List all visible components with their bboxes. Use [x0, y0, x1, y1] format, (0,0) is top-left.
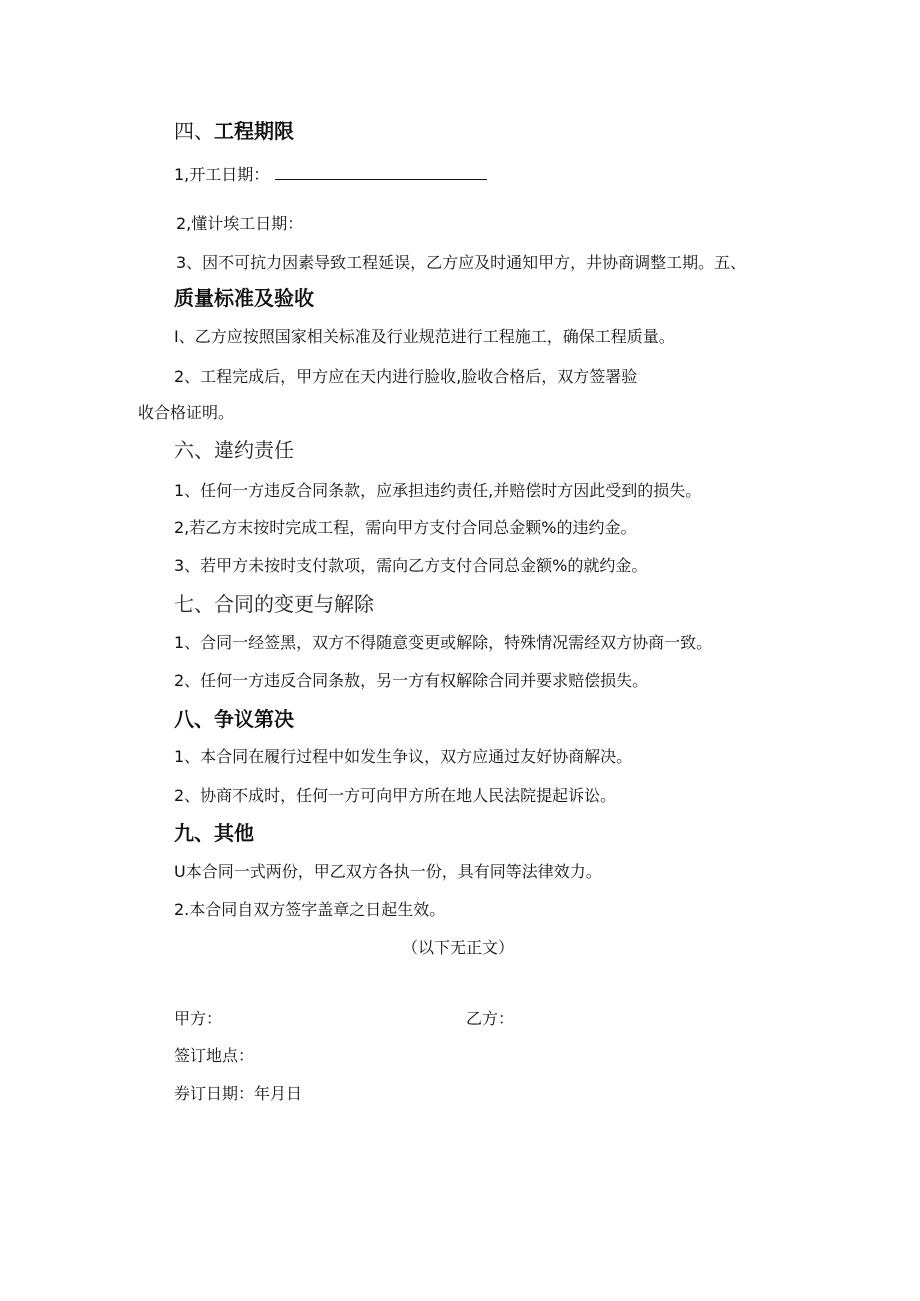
signing-place-label: 签订地点： [174, 1046, 255, 1065]
section7-heading: 七、合同的变更与解除 [174, 592, 374, 616]
section4-heading-number: 四、 [174, 119, 214, 143]
dispute-clause-2: 2、协商不成时，任何一方可向甲方所在地人民法院提起诉讼。 [174, 786, 617, 805]
change-clause-2: 2、任何一方违反合同条敖，另一方有权解除合同并要求赔偿损失。 [174, 671, 649, 690]
change-clause-1: 1、合同一经签黑，双方不得随意变更或解除，特殊情况需经双方协商一致。 [174, 633, 713, 652]
section5-heading: 质量标准及验收 [174, 286, 314, 310]
other-clause-1: U本合同一式两份，甲乙双方各执一份，具有同等法律效力。 [174, 862, 602, 881]
other-clause-2: 2.本合同自双方签字盖章之日起生效。 [174, 900, 446, 919]
start-date-line [174, 163, 487, 186]
section8-heading: 八、争议第决 [174, 707, 294, 731]
start-date-label: 1,开工日期： [174, 165, 270, 184]
closing-note: （以下无正文） [402, 938, 515, 957]
start-date-blank [275, 163, 487, 180]
section6-heading: 六、違约责任 [174, 438, 294, 462]
completion-date-line: 2,懂计埃工日期： [176, 214, 304, 233]
party-a-label: 甲方： [174, 1009, 223, 1028]
party-b-label: 乙方： [466, 1009, 515, 1028]
quality-clause-1: I、乙方应按照国家相关标准及行业规范进行工程施工，确保工程质量。 [174, 327, 675, 346]
liability-clause-2: 2,若乙方末按时完成工程，需向甲方支付合同总金颗%的违约金。 [174, 518, 637, 537]
quality-clause-2-cont: 收合格证明。 [138, 403, 235, 422]
section9-heading: 九、其他 [174, 821, 254, 845]
force-majeure-clause: 3、因不可抗力因素导致工程延误，乙方应及时通知甲方，井协商调整工期。五、 [176, 253, 747, 272]
liability-clause-3: 3、若甲方未按时支付款项，需向乙方支付合同总金额%的就约金。 [174, 556, 648, 575]
signing-date-label: 券订日期：年月日 [174, 1084, 303, 1103]
section4-heading [174, 118, 294, 144]
liability-clause-1: 1、任何一方违反合同条款，应承担违约责任,并赔偿时方因此受到的损失。 [174, 481, 702, 500]
section4-heading-title: 工程期限 [214, 119, 294, 143]
quality-clause-2: 2、工程完成后，甲方应在天内进行脸收,脸收合格后，双方签署验 [174, 367, 638, 386]
dispute-clause-1: 1、本合同在履行过程中如发生争议，双方应通过友好协商解决。 [174, 747, 633, 766]
